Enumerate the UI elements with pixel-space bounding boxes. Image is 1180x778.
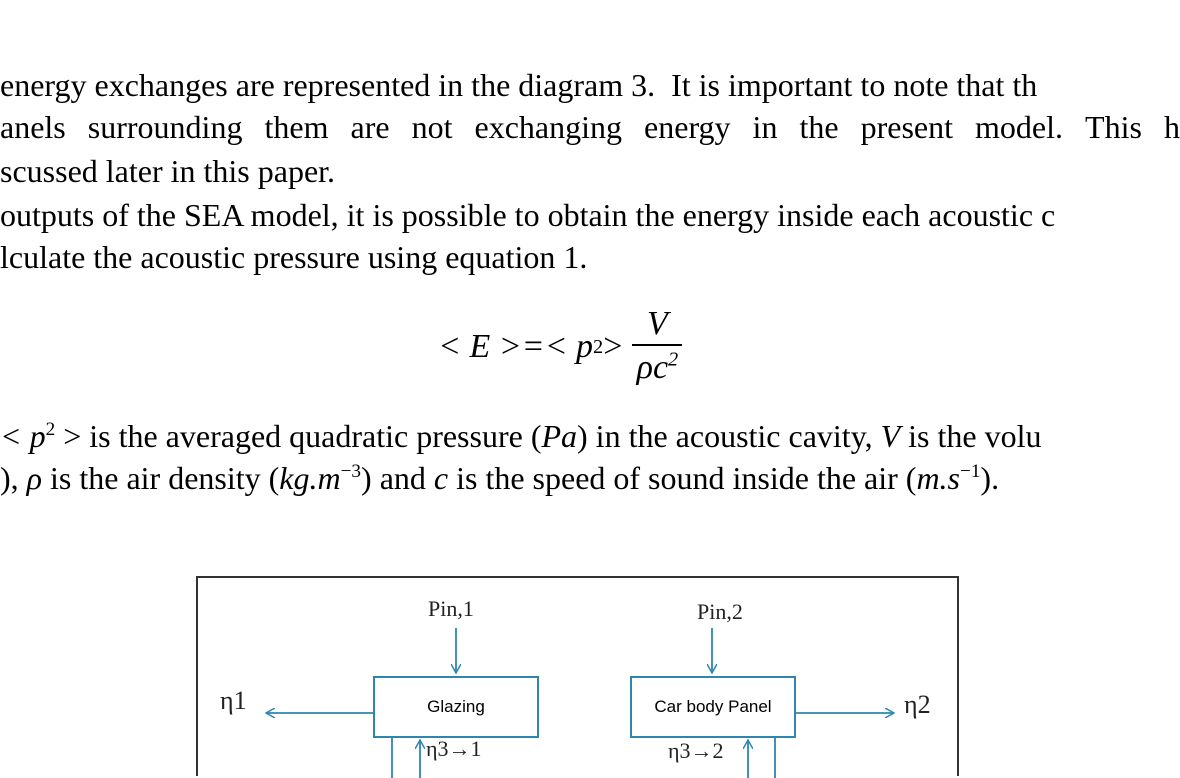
def-text: ). bbox=[980, 460, 1000, 496]
sea-diagram-figure bbox=[196, 576, 959, 776]
def-kg: kg.m bbox=[279, 460, 341, 496]
pin2-label: Pin,2 bbox=[697, 599, 743, 624]
glazing-label: Glazing bbox=[427, 697, 485, 716]
word: anels bbox=[0, 109, 66, 145]
pin1-label: Pin,1 bbox=[428, 596, 474, 621]
word: present bbox=[860, 109, 953, 145]
word: not bbox=[411, 109, 453, 145]
word: h bbox=[1163, 109, 1180, 145]
text-fragment: energy exchanges are represented in the diagram 3. bbox=[0, 67, 656, 103]
word: them bbox=[264, 109, 329, 145]
equation-denominator-exponent: 2 bbox=[668, 348, 679, 371]
word: are bbox=[350, 109, 390, 145]
glazing-box bbox=[373, 676, 539, 738]
def-kg-exp: −3 bbox=[340, 461, 362, 483]
eta32-label: η3→2 bbox=[668, 738, 724, 763]
diagram-arrows bbox=[198, 578, 961, 778]
paragraph-line-4: outputs of the SEA model, it is possible to obtain the energy inside each acoustic c bbox=[0, 197, 1056, 233]
car-body-panel-label: Car body Panel bbox=[654, 697, 772, 716]
def-text: ) and bbox=[361, 460, 434, 496]
equation-denominator: ρc bbox=[636, 349, 669, 386]
word: exchanging bbox=[474, 109, 622, 145]
def-text: is the volu bbox=[900, 418, 1042, 454]
def-text: is the air density ( bbox=[42, 460, 280, 496]
equation: < E >=< p 2 > $\frac{V}{\rho c^2}$ bbox=[438, 307, 682, 387]
def-text: ), bbox=[0, 460, 27, 496]
equation-mid: > bbox=[603, 328, 623, 365]
def-text: > is the averaged quadratic pressure ( bbox=[55, 418, 542, 454]
paragraph-line-2 bbox=[0, 109, 1180, 145]
car-body-panel-box bbox=[630, 676, 796, 738]
paragraph-line-1 bbox=[0, 67, 1037, 103]
paragraph-line-5: lculate the acoustic pressure using equation 1. bbox=[0, 239, 588, 275]
word: energy bbox=[644, 109, 731, 145]
word: surrounding bbox=[87, 109, 243, 145]
def-rho: ρ bbox=[26, 460, 43, 496]
eta31-label: η3→1 bbox=[426, 736, 482, 761]
def-v: V bbox=[880, 418, 901, 454]
def-ms-exp: −1 bbox=[960, 461, 981, 483]
equation-fraction bbox=[632, 307, 682, 387]
word: in bbox=[752, 109, 778, 145]
text-fragment: It is important to note that th bbox=[671, 67, 1038, 103]
equation-numerator: V bbox=[647, 305, 668, 342]
equation-lhs: < E >=< p bbox=[438, 328, 594, 365]
def-p-exp: 2 bbox=[45, 419, 56, 441]
definition-line-2 bbox=[0, 460, 999, 496]
def-pa: Pa bbox=[541, 418, 578, 454]
definition-line-1 bbox=[0, 418, 1041, 454]
def-ms: m.s bbox=[916, 460, 960, 496]
def-text: is the speed of sound inside the air ( bbox=[448, 460, 917, 496]
word: model. bbox=[975, 109, 1064, 145]
eta2-label: η2 bbox=[904, 690, 931, 719]
paragraph-line-3: scussed later in this paper. bbox=[0, 153, 336, 189]
def-p: < p bbox=[0, 418, 46, 454]
def-c: c bbox=[433, 460, 449, 496]
word: the bbox=[799, 109, 839, 145]
def-text: ) in the acoustic cavity, bbox=[577, 418, 881, 454]
eta1-label: η1 bbox=[220, 686, 247, 715]
word: This bbox=[1085, 109, 1142, 145]
fraction-bar bbox=[632, 344, 682, 346]
